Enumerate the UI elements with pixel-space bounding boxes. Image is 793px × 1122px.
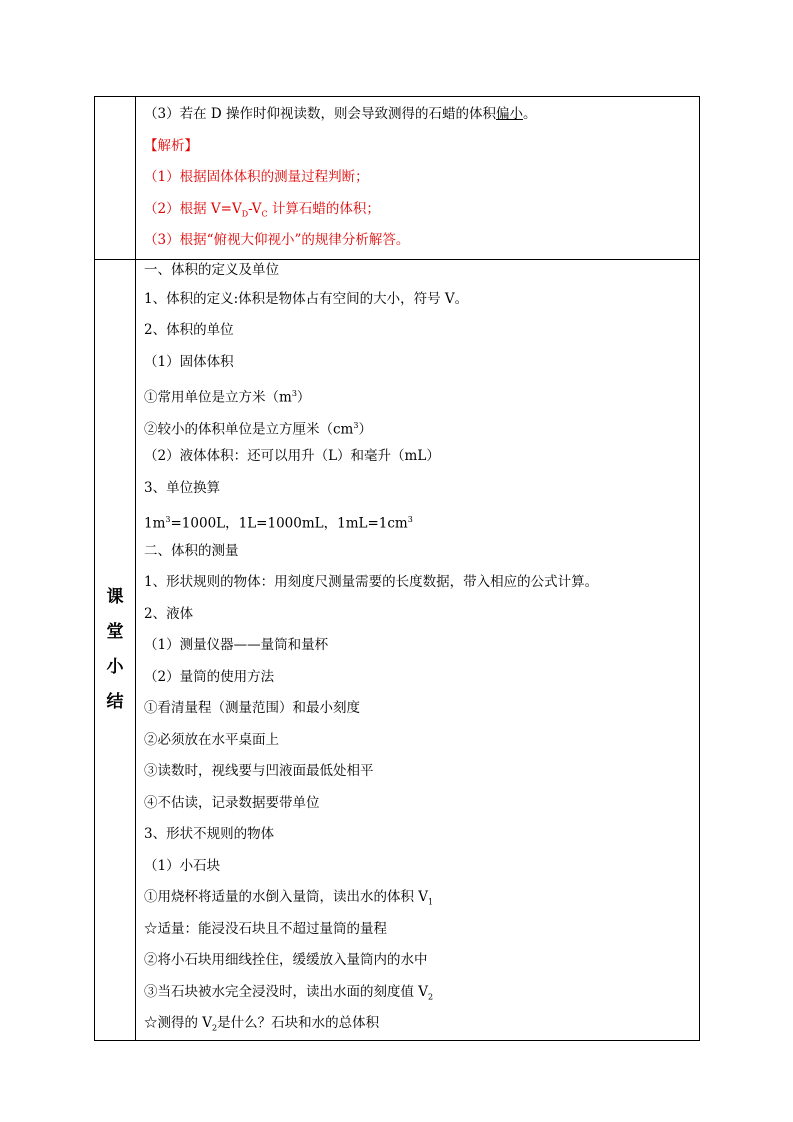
summary-line-25-text: ☆测得的 V (144, 1015, 213, 1031)
analysis-content-cell (136, 97, 700, 260)
summary-line-7: （2）液体体积：还可以用升（L）和毫升（mL） (144, 448, 440, 464)
close-paren: ） (296, 389, 311, 406)
question-3-line (144, 99, 699, 131)
summary-side-label (95, 580, 135, 720)
superscript-3: 3 (407, 515, 413, 524)
summary-line-2: 1、体积的定义:体积是物体占有空间的大小，符号 V。 (144, 290, 469, 307)
conversion-start: 1m (144, 515, 166, 532)
summary-line-5-text: ①常用单位是立方米（m (144, 389, 292, 406)
side-char-1: 课 (106, 586, 124, 607)
analysis-side-cell (95, 97, 136, 260)
summary-line-25-end: 是什么？石块和水的总体积 (217, 1015, 380, 1031)
summary-line-11: 1、形状规则的物体：用刻度尺测量需要的长度数据，带入相应的公式计算。 (144, 574, 599, 590)
summary-line-17: ③读数时，视线要与凹液面最低处相平 (144, 763, 374, 779)
superscript-3: 3 (165, 515, 171, 524)
summary-line-5 (144, 378, 699, 410)
summary-line-21 (144, 882, 699, 914)
summary-line-25 (144, 1008, 699, 1040)
close-paren: ） (358, 421, 372, 437)
question-3-end: 。 (523, 106, 537, 122)
summary-line-6-text: ②较小的体积单位是立方厘米（cm (144, 421, 354, 437)
subscript-2: 2 (212, 1023, 218, 1033)
summary-line-3: 2、体积的单位 (144, 322, 234, 338)
analysis-row (95, 97, 700, 260)
analysis-item-1: （1）根据固体体积的测量过程判断； (144, 169, 369, 185)
conversion-mid: =1000L，1L=1000mL，1mL=1cm (170, 515, 408, 532)
analysis-item-2-text: （2）根据 V=V (144, 200, 242, 217)
summary-line-16: ②必须放在水平桌面上 (144, 731, 279, 748)
analysis-item-2-end: 计算石蜡的体积； (267, 200, 380, 217)
side-char-4: 结 (106, 691, 124, 712)
superscript-3: 3 (291, 389, 297, 398)
summary-line-4: （1）固体体积 (144, 353, 234, 370)
summary-line-1: 一、体积的定义及单位 (144, 261, 279, 278)
summary-line-20: （1）小石块 (144, 857, 221, 874)
summary-line-19: 3、形状不规则的物体 (144, 826, 275, 842)
analysis-item-2 (144, 194, 699, 226)
summary-line-9 (144, 504, 699, 536)
side-char-3: 小 (106, 656, 124, 677)
summary-line-14: （2）量筒的使用方法 (144, 668, 275, 685)
summary-line-12: 2、液体 (144, 605, 194, 622)
superscript-3: 3 (353, 420, 359, 430)
subscript-1: 1 (428, 897, 434, 907)
summary-line-24 (144, 977, 699, 1009)
question-3-text: （3）若在 D 操作时仰视读数，则会导致测得的石蜡的体积 (144, 106, 496, 122)
summary-line-8: 3、单位换算 (144, 479, 221, 496)
summary-line-10: 二、体积的测量 (144, 542, 239, 559)
answer-underlined: 偏小 (496, 106, 523, 122)
summary-row (95, 259, 700, 1040)
summary-line-13: （1）测量仪器——量筒和量杯 (144, 637, 329, 653)
summary-line-6 (144, 410, 699, 442)
summary-content-cell (136, 259, 700, 1040)
side-char-2: 堂 (106, 621, 124, 642)
document-table (94, 96, 700, 1041)
analysis-item-3: （3）根据“俯视大仰视小”的规律分析解答。 (144, 232, 410, 248)
summary-line-21-text: ①用烧杯将适量的水倒入量筒，读出水的体积 V (144, 889, 429, 905)
summary-side-cell (95, 259, 136, 1040)
summary-line-18: ④不估读，记录数据要带单位 (144, 794, 320, 811)
analysis-header: 【解析】 (144, 137, 198, 154)
summary-line-15: ①看清量程（测量范围）和最小刻度 (144, 700, 360, 716)
summary-line-22: ☆适量：能浸没石块且不超过量筒的量程 (144, 920, 387, 937)
summary-line-23: ②将小石块用细线拴住，缓缓放入量筒内的水中 (144, 952, 428, 968)
subscript-d: D (241, 209, 249, 219)
summary-line-24-text: ③当石块被水完全浸没时，读出水面的刻度值 V (144, 983, 429, 1000)
subscript-c: C (261, 209, 268, 219)
subscript-2: 2 (428, 992, 434, 1002)
analysis-item-2-mid: -V (248, 200, 262, 217)
